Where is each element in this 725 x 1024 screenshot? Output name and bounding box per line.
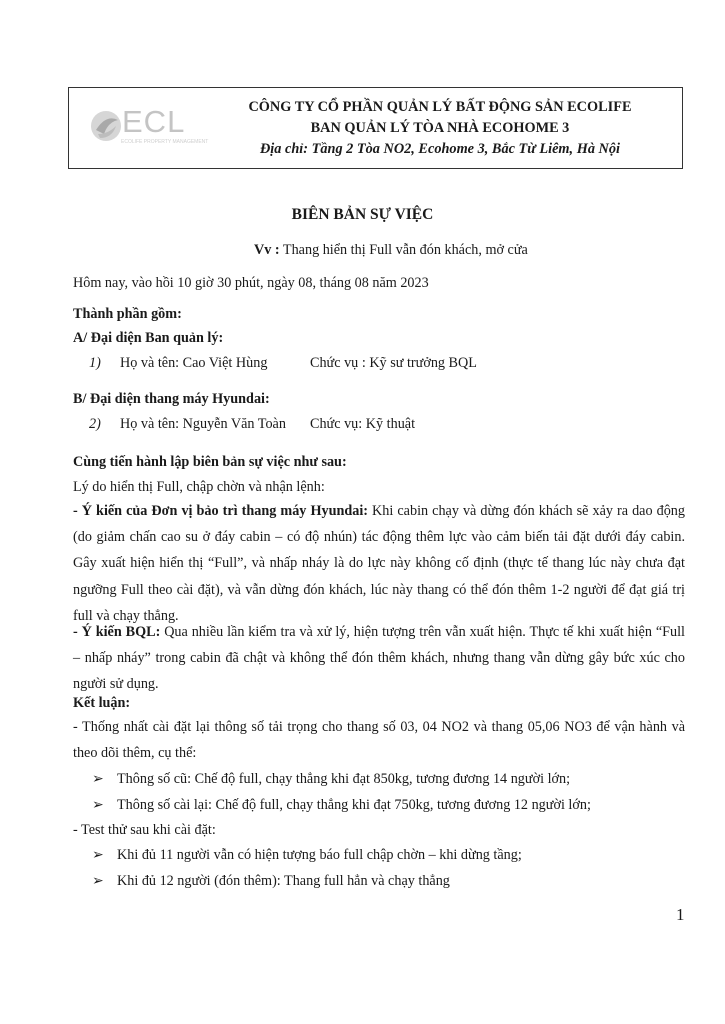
arrow-bullet-icon: ➢ (92, 797, 104, 813)
group-b-name: Họ và tên: Nguyễn Văn Toàn (120, 416, 286, 432)
opinion-hyundai (73, 498, 685, 629)
setting-item (92, 797, 591, 814)
test-heading: - Test thử sau khi cài đặt: (73, 822, 216, 838)
page-number: 1 (676, 905, 685, 924)
arrow-bullet-icon: ➢ (92, 847, 104, 863)
arrow-bullet-icon: ➢ (92, 771, 104, 787)
date-line: Hôm nay, vào hồi 10 giờ 30 phút, ngày 08, tháng 08 năm 2023 (73, 275, 429, 291)
conclusion-heading: Kết luận: (73, 695, 131, 711)
group-a-name: Họ và tên: Cao Việt Hùng (120, 355, 268, 371)
group-b-number: 2) (89, 416, 101, 432)
group-b-role: Chức vụ: Kỹ thuật (310, 416, 416, 432)
document-title: BIÊN BẢN SỰ VIỆC (291, 206, 434, 223)
group-a-role: Chức vụ : Kỹ sư trưởng BQL (310, 355, 477, 371)
test-11-people: Khi đủ 11 người vẫn có hiện tượng báo full chập chờn – khi dừng tầng; (117, 847, 522, 863)
setting-item (92, 771, 570, 788)
opinion-bql (73, 619, 685, 698)
logo-text: ECL (122, 104, 186, 139)
arrow-bullet-icon: ➢ (92, 873, 104, 889)
subject-label: Vv : (254, 242, 280, 258)
company-address: Địa chỉ: Tầng 2 Tòa NO2, Ecohome 3, Bắc Từ Liêm, Hà Nội (259, 141, 620, 157)
record-heading: Cùng tiến hành lập biên bản sự việc như sau: (73, 454, 347, 470)
test-item (92, 873, 450, 890)
group-a-heading: A/ Đại diện Ban quản lý: (73, 330, 224, 346)
setting-old: Thông số cũ: Chế độ full, chạy thẳng khi đạt 850kg, tương đương 14 người lớn; (117, 771, 571, 787)
opinion-bql-text: Qua nhiều lần kiểm tra và xử lý, hiện tượng trên vẫn xuất hiện. Thực tế khi xuất hiện “Full – nhấp nháy” trong cabin đã chật và không thể đón thêm khách, nhưng thang vẫn dừng gây bức xúc cho người sử dụng. (73, 624, 685, 693)
opinion-hyundai-label: - Ý kiến của Đơn vị bảo trì thang máy Hyundai: (73, 503, 369, 519)
test-item (92, 847, 522, 864)
group-a-number: 1) (89, 355, 101, 371)
setting-new: Thông số cài lại: Chế độ full, chạy thẳng khi đạt 750kg, tương đương 12 người lớn; (117, 797, 591, 813)
logo-subtext: ECOLIFE PROPERTY MANAGEMENT (121, 139, 209, 145)
board-name: BAN QUẢN LÝ TÒA NHÀ ECOHOME 3 (310, 120, 570, 136)
reason-line: Lý do hiển thị Full, chập chờn và nhận lệnh: (73, 479, 325, 495)
group-b-heading: B/ Đại diện thang máy Hyundai: (73, 391, 270, 407)
subject-text: Thang hiển thị Full vẫn đón khách, mở cửa (279, 242, 528, 258)
company-name: CÔNG TY CỔ PHẦN QUẢN LÝ BẤT ĐỘNG SẢN ECOLIFE (248, 99, 632, 115)
test-12-people: Khi đủ 12 người (đón thêm): Thang full hẳn và chạy thẳng (117, 873, 450, 889)
opinion-hyundai-text: Khi cabin chạy và dừng đón khách sẽ xảy ra dao động (do giảm chấn cao su ở đáy cabin – có độ nhún) tác động thêm lực vào cảm biến tải đặt dưới đáy cabin. Gây xuất hiện hiển thị “Full”, và nhấp nháy là do lực này không cố định (thực tế thang lúc này chưa đạt ngưỡng Full theo cài đặt), và vẫn dừng đón khách, lúc này thang có thể đón thêm 1-2 người để đạt giá trị full và chạy thẳng. (73, 503, 685, 624)
document-subject (254, 242, 528, 259)
opinion-bql-label: - Ý kiến BQL: (73, 624, 161, 640)
participants-heading: Thành phần gồm: (73, 306, 182, 322)
conclusion-text: - Thống nhất cài đặt lại thông số tải trọng cho thang số 03, 04 NO2 và thang 05,06 NO3 để vận hành và theo dõi thêm, cụ thể: (73, 719, 685, 762)
